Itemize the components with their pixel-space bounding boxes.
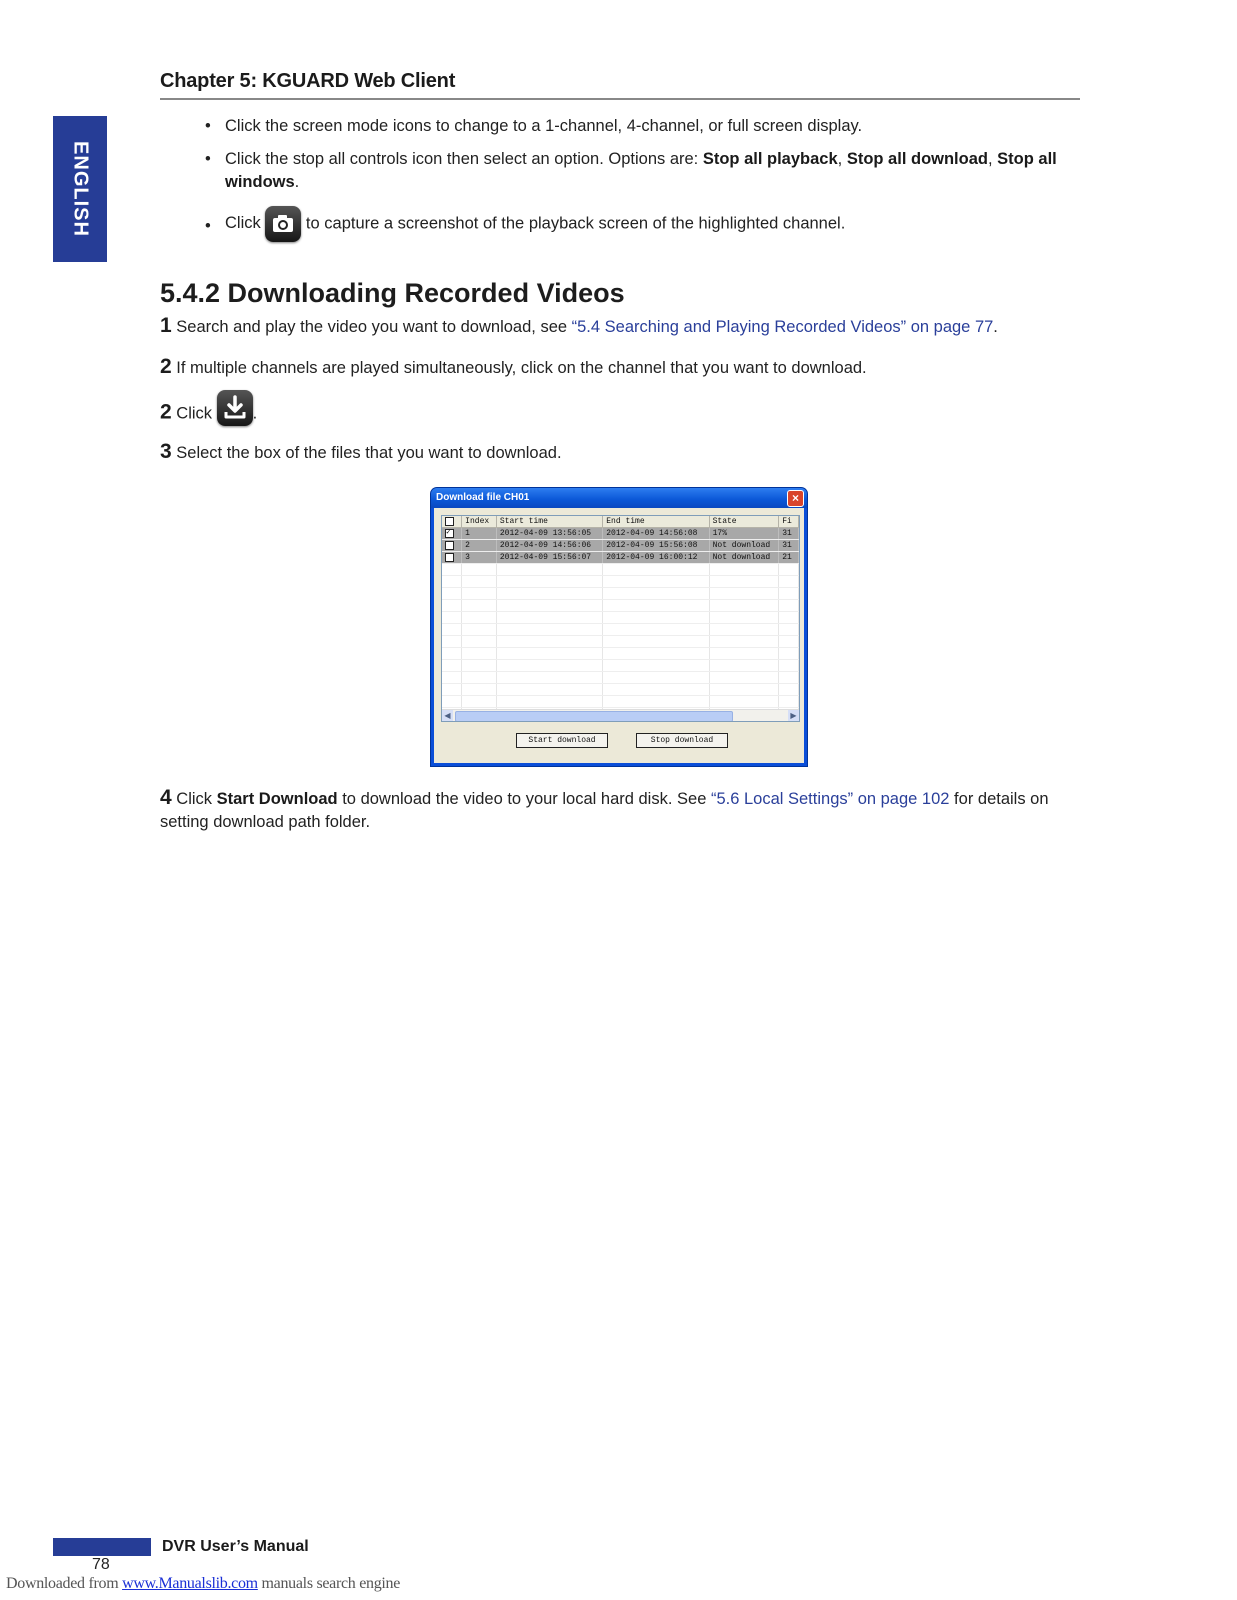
- cell-state: Not download: [709, 540, 779, 552]
- dialog-titlebar: [431, 488, 807, 508]
- cell-start-time: 2012-04-09 13:56:05: [496, 528, 602, 540]
- empty-row: [442, 660, 799, 672]
- step-2b: 2 Click .: [160, 396, 1080, 432]
- empty-row: [442, 684, 799, 696]
- scroll-left-arrow-icon[interactable]: ◀: [442, 710, 453, 721]
- page-number: 78: [92, 1556, 110, 1573]
- column-header-state[interactable]: State: [709, 516, 779, 528]
- column-header-end-time[interactable]: End time: [603, 516, 709, 528]
- bullet-text: Click the stop all controls icon then select an option. Options are: Stop all playback, Stop all download, Stop all windows.: [225, 150, 1057, 191]
- bullet-dot: •: [205, 150, 211, 168]
- language-side-tab: [53, 116, 107, 262]
- empty-row: [442, 672, 799, 684]
- download-icon: [217, 390, 253, 426]
- step-4: 4 Click Start Download to download the video to your local hard disk. See “5.6 Local Settings” on page 102 for details on setting download path folder.: [160, 786, 1049, 831]
- empty-row: [442, 564, 799, 576]
- chapter-divider: [160, 98, 1080, 100]
- column-header-index[interactable]: Index: [462, 516, 497, 528]
- section-title: 5.4.2 Downloading Recorded Videos: [160, 278, 625, 308]
- dialog-body: [434, 508, 804, 763]
- cell-state: 17%: [709, 528, 779, 540]
- option-stop-all-download: Stop all download: [846, 150, 988, 168]
- dialog-title: Download file CH01: [436, 492, 530, 503]
- horizontal-scrollbar[interactable]: [442, 709, 799, 721]
- cell-end-time: 2012-04-09 16:00:12: [603, 552, 709, 564]
- table-row[interactable]: [442, 528, 799, 540]
- scrollbar-thumb[interactable]: [455, 711, 733, 722]
- stop-download-button[interactable]: Stop download: [636, 733, 728, 748]
- empty-row: [442, 576, 799, 588]
- cell-end-time: 2012-04-09 14:56:08: [603, 528, 709, 540]
- table-row[interactable]: [442, 552, 799, 564]
- empty-row: [442, 636, 799, 648]
- bullet-dot: •: [205, 217, 211, 235]
- manualslib-link[interactable]: www.Manualslib.com: [122, 1575, 258, 1592]
- footer-bar: [53, 1538, 151, 1556]
- cell-state: Not download: [709, 552, 779, 564]
- file-list-grid: [441, 515, 800, 722]
- camera-icon: [265, 206, 301, 242]
- step-3: 3 Select the box of the files that you want to download.: [160, 440, 562, 463]
- chapter-title: Chapter 5: KGUARD Web Client: [160, 70, 456, 92]
- column-header-start-time[interactable]: Start time: [496, 516, 602, 528]
- empty-row: [442, 600, 799, 612]
- side-tab-label: ENGLISH: [69, 141, 92, 237]
- scroll-right-arrow-icon[interactable]: ▶: [788, 710, 799, 721]
- cell-file: 31: [779, 528, 799, 540]
- empty-row: [442, 624, 799, 636]
- file-table: [442, 516, 799, 722]
- row-checkbox[interactable]: [442, 552, 462, 564]
- link-searching-playing[interactable]: “5.4 Searching and Playing Recorded Videos” on page 77: [571, 318, 994, 336]
- bullet-text: Click the screen mode icons to change to a 1-channel, 4-channel, or full screen display.: [225, 117, 863, 135]
- option-stop-all-windows: Stop all windows: [225, 150, 1057, 191]
- cell-end-time: 2012-04-09 15:56:08: [603, 540, 709, 552]
- bullet-text: Click to capture a screenshot of the playback screen of the highlighted channel.: [225, 206, 1075, 242]
- cell-file: 21: [779, 552, 799, 564]
- footer-manual-title: DVR User’s Manual: [162, 1538, 309, 1555]
- table-row[interactable]: [442, 540, 799, 552]
- select-all-checkbox[interactable]: [442, 516, 462, 528]
- cell-index: 2: [462, 540, 497, 552]
- empty-row: [442, 588, 799, 600]
- cell-index: 1: [462, 528, 497, 540]
- table-header-row: [442, 516, 799, 528]
- start-download-term: Start Download: [216, 790, 338, 808]
- empty-row: [442, 612, 799, 624]
- start-download-button[interactable]: Start download: [516, 733, 608, 748]
- close-icon[interactable]: ×: [787, 490, 804, 507]
- bullet-dot: •: [205, 117, 211, 135]
- step-2: 2 If multiple channels are played simultaneously, click on the channel that you want to download.: [160, 355, 867, 378]
- row-checkbox[interactable]: [442, 528, 462, 540]
- download-source-note: Downloaded from www.Manualslib.com manuals search engine: [6, 1575, 401, 1592]
- empty-row: [442, 648, 799, 660]
- download-file-dialog: [431, 488, 807, 766]
- link-local-settings[interactable]: “5.6 Local Settings” on page 102: [710, 790, 950, 808]
- step-1: 1 Search and play the video you want to download, see “5.4 Searching and Playing Recorded Videos” on page 77.: [160, 314, 998, 337]
- cell-start-time: 2012-04-09 15:56:07: [496, 552, 602, 564]
- cell-file: 31: [779, 540, 799, 552]
- option-stop-all-playback: Stop all playback: [702, 150, 838, 168]
- row-checkbox[interactable]: [442, 540, 462, 552]
- column-header-file[interactable]: Fi: [779, 516, 799, 528]
- empty-row: [442, 696, 799, 708]
- cell-index: 3: [462, 552, 497, 564]
- cell-start-time: 2012-04-09 14:56:06: [496, 540, 602, 552]
